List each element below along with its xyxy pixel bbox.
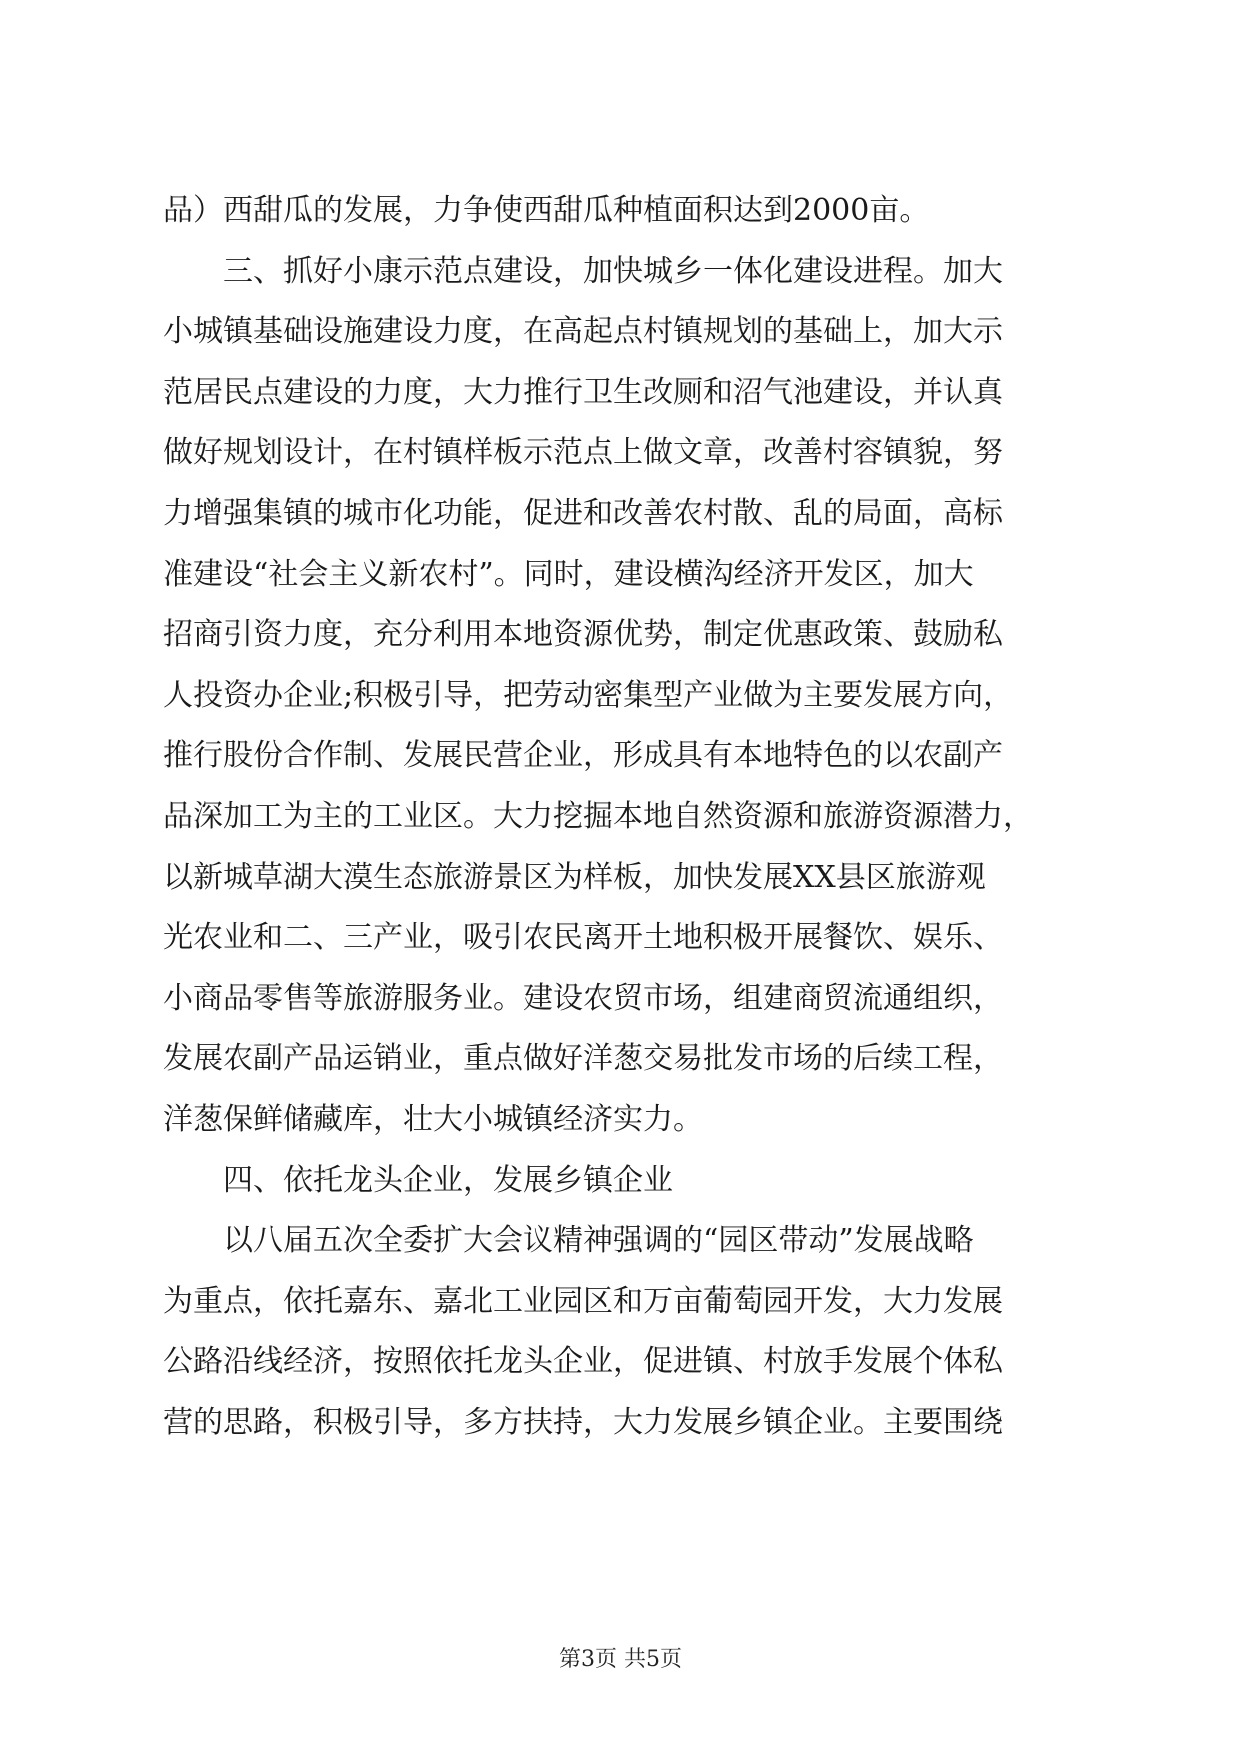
text-line: 准建设“社会主义新农村”。同时，建设横沟经济开发区，加大 <box>163 557 974 592</box>
text-line: 小商品零售等旅游服务业。建设农贸市场，组建商贸流通组织， <box>163 981 1003 1016</box>
text-line: 做好规划设计，在村镇样板示范点上做文章，改善村容镇貌，努 <box>163 435 1003 470</box>
text-line: 洋葱保鲜储藏库，壮大小城镇经济实力。 <box>163 1102 703 1137</box>
text-line: 品深加工为主的工业区。大力挖掘本地自然资源和旅游资源潜力， <box>163 799 1033 834</box>
text-line: 公路沿线经济，按照依托龙头企业，促进镇、村放手发展个体私 <box>163 1344 1003 1379</box>
text-line: 品）西甜瓜的发展，力争使西甜瓜种植面积达到2000亩。 <box>163 193 930 228</box>
text-line: 小城镇基础设施建设力度，在高起点村镇规划的基础上，加大示 <box>163 314 1003 349</box>
text-line: 营的思路，积极引导，多方扶持，大力发展乡镇企业。主要围绕 <box>163 1405 1003 1440</box>
text-line: 招商引资力度，充分利用本地资源优势，制定优惠政策、鼓励私 <box>163 617 1003 652</box>
text-line: 力增强集镇的城市化功能，促进和改善农村散、乱的局面，高标 <box>163 496 1003 531</box>
text-line: 以八届五次全委扩大会议精神强调的“园区带动”发展战略 <box>163 1223 974 1258</box>
text-line: 为重点，依托嘉东、嘉北工业园区和万亩葡萄园开发，大力发展 <box>163 1284 1003 1319</box>
text-line: 光农业和二、三产业，吸引农民离开土地积极开展餐饮、娱乐、 <box>163 920 1003 955</box>
text-line: 推行股份合作制、发展民营企业，形成具有本地特色的以农副产 <box>163 738 1003 773</box>
text-line: 三、抓好小康示范点建设，加快城乡一体化建设进程。加大 <box>163 254 1003 289</box>
text-line: 发展农副产品运销业，重点做好洋葱交易批发市场的后续工程， <box>163 1041 1003 1076</box>
section-heading: 四、依托龙头企业，发展乡镇企业 <box>163 1163 673 1198</box>
text-line: 人投资办企业;积极引导，把劳动密集型产业做为主要发展方向， <box>163 678 1014 713</box>
text-line: 以新城草湖大漠生态旅游景区为样板，加快发展XX县区旅游观 <box>163 860 986 895</box>
page-number-footer: 第3页 共5页 <box>559 1647 682 1672</box>
text-line: 范居民点建设的力度，大力推行卫生改厕和沼气池建设，并认真 <box>163 375 1003 410</box>
